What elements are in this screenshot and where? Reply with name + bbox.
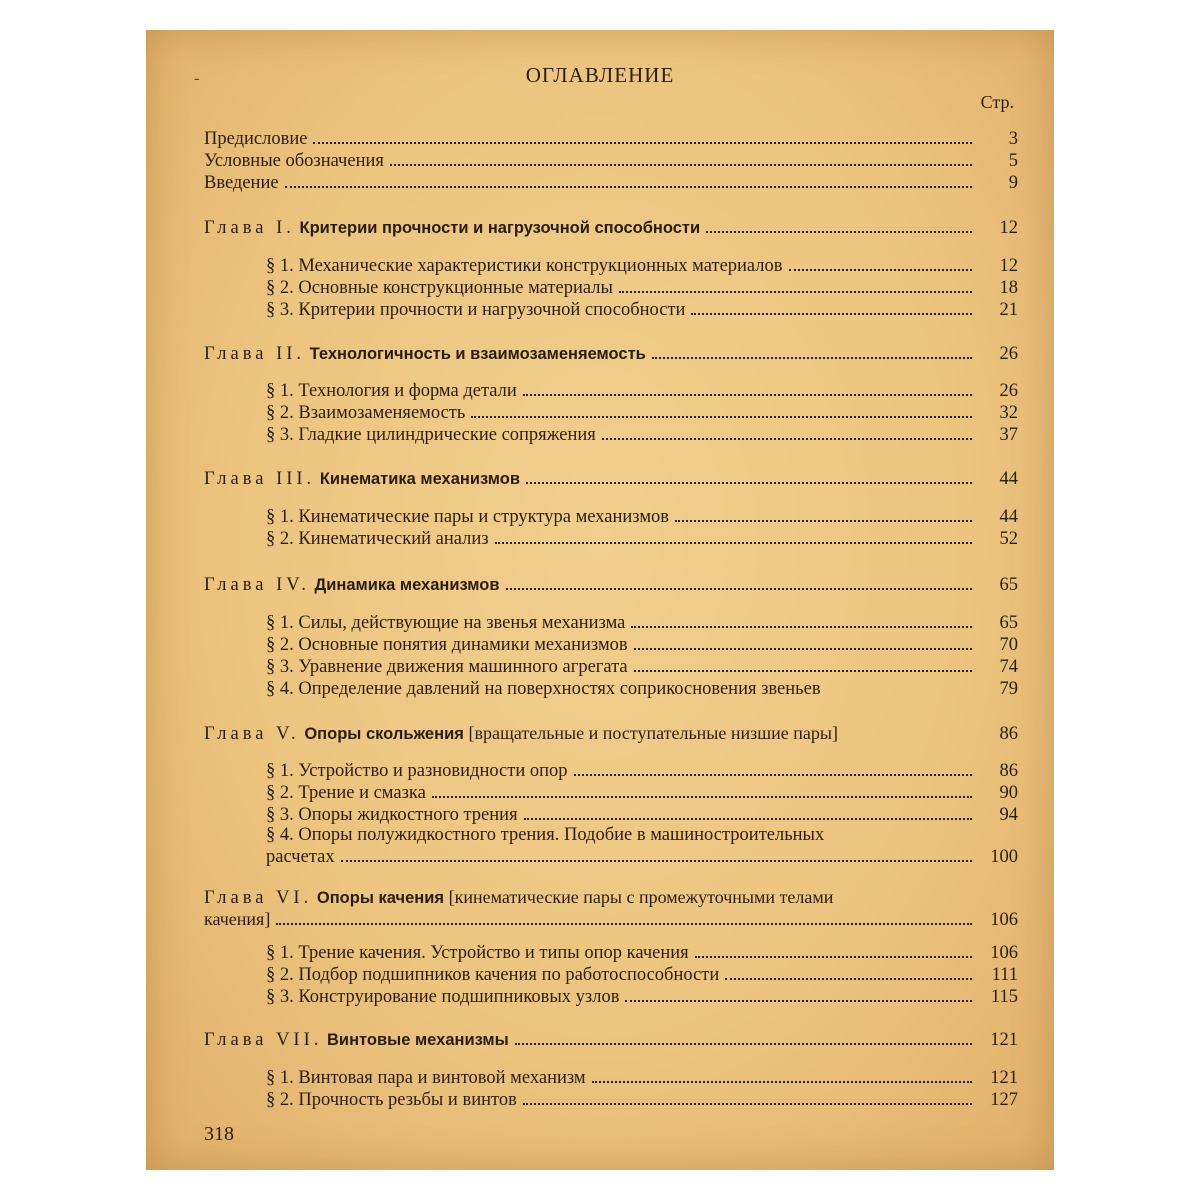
- page-number: 318: [204, 1123, 234, 1145]
- toc-section: § 3. Критерии прочности и нагрузочной способности 21: [266, 300, 1018, 320]
- toc-section-line1: § 4. Опоры полужидкостного трения. Подобие в машиностроительных: [266, 825, 825, 845]
- toc-section: § 1. Кинематические пары и структура механизмов 44: [266, 507, 1018, 527]
- toc-section: § 1. Силы, действующие на звенья механизма 65: [266, 613, 1018, 633]
- toc-section: § 4. Определение давлений на поверхностях соприкосновения звеньев 79: [266, 679, 1018, 699]
- toc-section: § 2. Прочность резьбы и винтов 127: [266, 1090, 1018, 1110]
- toc-chapter-2: Глава II. Технологичность и взаимозаменяемость 26: [204, 344, 1018, 364]
- toc-section: § 1. Трение качения. Устройство и типы опор качения 106: [266, 943, 1018, 963]
- toc-chapter-4: Глава IV. Динамика механизмов 65: [204, 575, 1018, 595]
- toc-section: § 2. Подбор подшипников качения по работоспособности 111: [266, 965, 1018, 985]
- toc-section: § 2. Взаимозаменяемость 32: [266, 403, 1018, 423]
- toc-entry-notation: Условные обозначения 5: [204, 151, 1018, 171]
- toc-chapter-6-line1: Глава VI. Опоры качения [кинематические пары с промежуточными телами: [204, 887, 834, 908]
- toc-chapter-7: Глава VII. Винтовые механизмы 121: [204, 1030, 1018, 1050]
- toc-section: § 2. Трение и смазка 90: [266, 783, 1018, 803]
- toc-section: § 2. Кинематический анализ 52: [266, 529, 1018, 549]
- toc-section: § 1. Винтовая пара и винтовой механизм 121: [266, 1068, 1018, 1088]
- toc-section: § 2. Основные понятия динамики механизмов 70: [266, 635, 1018, 655]
- toc-chapter-6-line2: качения] 106: [204, 909, 1018, 930]
- ink-mark: ‐: [194, 70, 200, 87]
- book-page: [146, 30, 1054, 1170]
- toc-entry-preface: Предисловие 3: [204, 129, 1018, 149]
- toc-section: § 2. Основные конструкционные материалы 18: [266, 278, 1018, 298]
- toc-section: § 3. Гладкие цилиндрические сопряжения 37: [266, 425, 1018, 445]
- toc-section: § 3. Конструирование подшипниковых узлов 115: [266, 987, 1018, 1007]
- toc-entry-introduction: Введение 9: [204, 173, 1018, 193]
- table-of-contents: [146, 30, 1054, 1170]
- toc-chapter-5: Глава V. Опоры скольжения [вращательные и поступательные низшие пары] 86: [204, 723, 1018, 744]
- toc-section-line2: расчетах 100: [266, 847, 1018, 867]
- page-column-label: Стр.: [980, 92, 1014, 112]
- toc-section: § 1. Механические характеристики конструкционных материалов 12: [266, 256, 1018, 276]
- toc-chapter-3: Глава III. Кинематика механизмов 44: [204, 469, 1018, 489]
- toc-chapter-1: Глава I. Критерии прочности и нагрузочной способности 12: [204, 218, 1018, 238]
- toc-section: § 1. Технология и форма детали 26: [266, 381, 1018, 401]
- toc-section: § 1. Устройство и разновидности опор 86: [266, 761, 1018, 781]
- page-title: ОГЛАВЛЕНИЕ: [525, 63, 675, 87]
- toc-section: § 3. Уравнение движения машинного агрегата 74: [266, 657, 1018, 677]
- toc-section: § 3. Опоры жидкостного трения 94: [266, 805, 1018, 825]
